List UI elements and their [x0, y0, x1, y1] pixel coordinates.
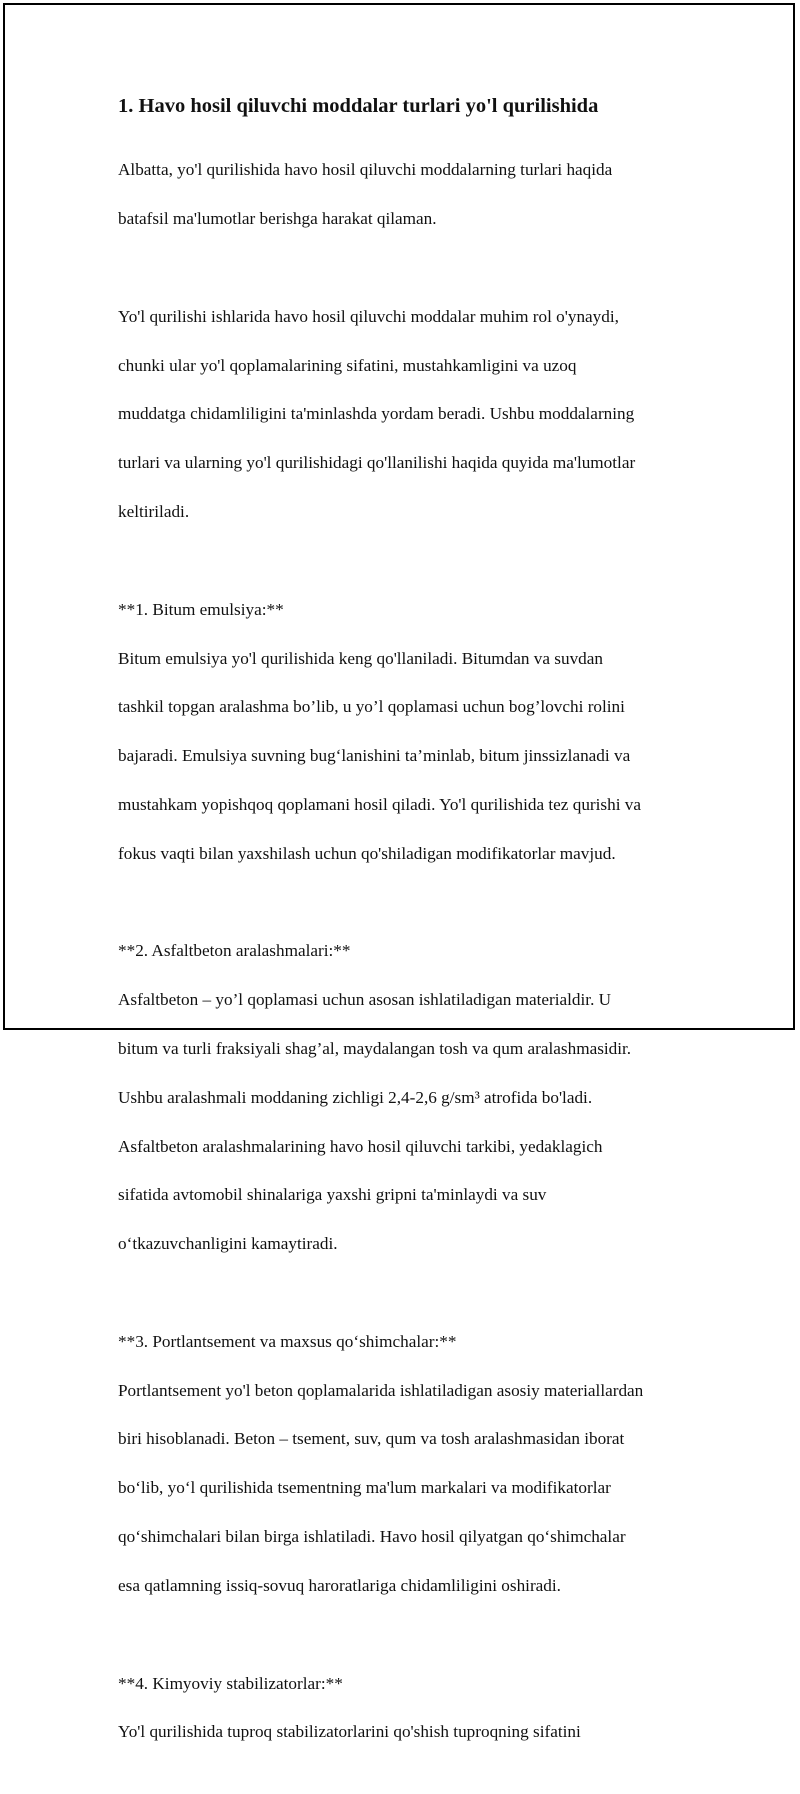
text-line: Albatta, yo'l qurilishida havo hosil qiluvchi moddalarning turlari haqida [118, 160, 613, 180]
text-line: o‘tkazuvchanligini kamaytiradi. [118, 1234, 338, 1254]
text-line: batafsil ma'lumotlar berishga harakat qilaman. [118, 209, 437, 229]
text-line: sifatida avtomobil shinalariga yaxshi gripni ta'minlaydi va suv [118, 1185, 547, 1205]
text-line: fokus vaqti bilan yaxshilash uchun qo'shiladigan modifikatorlar mavjud. [118, 843, 616, 863]
text-line: Yo'l qurilishi ishlarida havo hosil qiluvchi moddalar muhim rol o'ynaydi, [118, 306, 619, 326]
text-line: tashkil topgan aralashma bo’lib, u yo’l qoplamasi uchun bog’lovchi rolini [118, 697, 625, 717]
text-line: turlari va ularning yo'l qurilishidagi qo'llanilishi haqida quyida ma'lumotlar [118, 453, 636, 473]
text-line: mustahkam yopishqoq qoplamani hosil qiladi. Yo'l qurilishida tez qurishi va [118, 794, 641, 814]
section-heading: **4. Kimyoviy stabilizatorlar:** [118, 1673, 343, 1693]
section-bitum-emulsiya [118, 573, 718, 890]
document-body [118, 92, 718, 1794]
text-line: keltiriladi. [118, 502, 190, 522]
text-line: Ushbu aralashmali moddaning zichligi 2,4-2,6 g/sm³ atrofida bo'ladi. [118, 1087, 593, 1107]
section-portlantsement [118, 1305, 718, 1622]
text-line: Asfaltbeton aralashmalarining havo hosil qiluvchi tarkibi, yedaklagich [118, 1136, 603, 1156]
text-line: Yo'l qurilishida tuproq stabilizatorlarini qo'shish tuproqning sifatini [118, 1722, 581, 1742]
section-heading: **2. Asfaltbeton aralashmalari:** [118, 941, 351, 961]
text-line: Portlantsement yo'l beton qoplamalarida ishlatiladigan asosiy materiallardan [118, 1380, 644, 1400]
section-asfaltbeton [118, 915, 718, 1281]
section-kimyoviy-stabilizatorlar [118, 1647, 718, 1769]
text-line: Asfaltbeton – yo’l qoplamasi uchun asosan ishlatiladigan materialdir. U [118, 990, 612, 1010]
paragraph-overview [118, 280, 718, 548]
text-line: bo‘lib, yo‘l qurilishida tsementning ma'lum markalari va modifikatorlar [118, 1478, 611, 1498]
text-line: bitum va turli fraksiyali shag’al, maydalangan tosh va qum aralashmasidir. [118, 1038, 632, 1058]
text-line: bajaradi. Emulsiya suvning bug‘lanishini ta’minlab, bitum jinssizlanadi va [118, 746, 631, 766]
section-heading: **3. Portlantsement va maxsus qo‘shimchalar:** [118, 1331, 457, 1351]
document-title: 1. Havo hosil qiluvchi moddalar turlari yo'l qurilishida [118, 95, 599, 117]
section-heading: **1. Bitum emulsiya:** [118, 599, 284, 619]
text-line: esa qatlamning issiq-sovuq haroratlariga chidamliligini oshiradi. [118, 1575, 561, 1595]
text-line: muddatga chidamliligini ta'minlashda yordam beradi. Ushbu moddalarning [118, 404, 635, 424]
text-line: Bitum emulsiya yo'l qurilishida keng qo'llaniladi. Bitumdan va suvdan [118, 648, 604, 668]
text-line: qo‘shimchalari bilan birga ishlatiladi. Havo hosil qilyatgan qo‘shimchalar [118, 1527, 626, 1547]
text-line: biri hisoblanadi. Beton – tsement, suv, qum va tosh aralashmasidan iborat [118, 1429, 625, 1449]
text-line: chunki ular yo'l qoplamalarining sifatini, mustahkamligini va uzoq [118, 355, 577, 375]
paragraph-intro [118, 134, 718, 256]
